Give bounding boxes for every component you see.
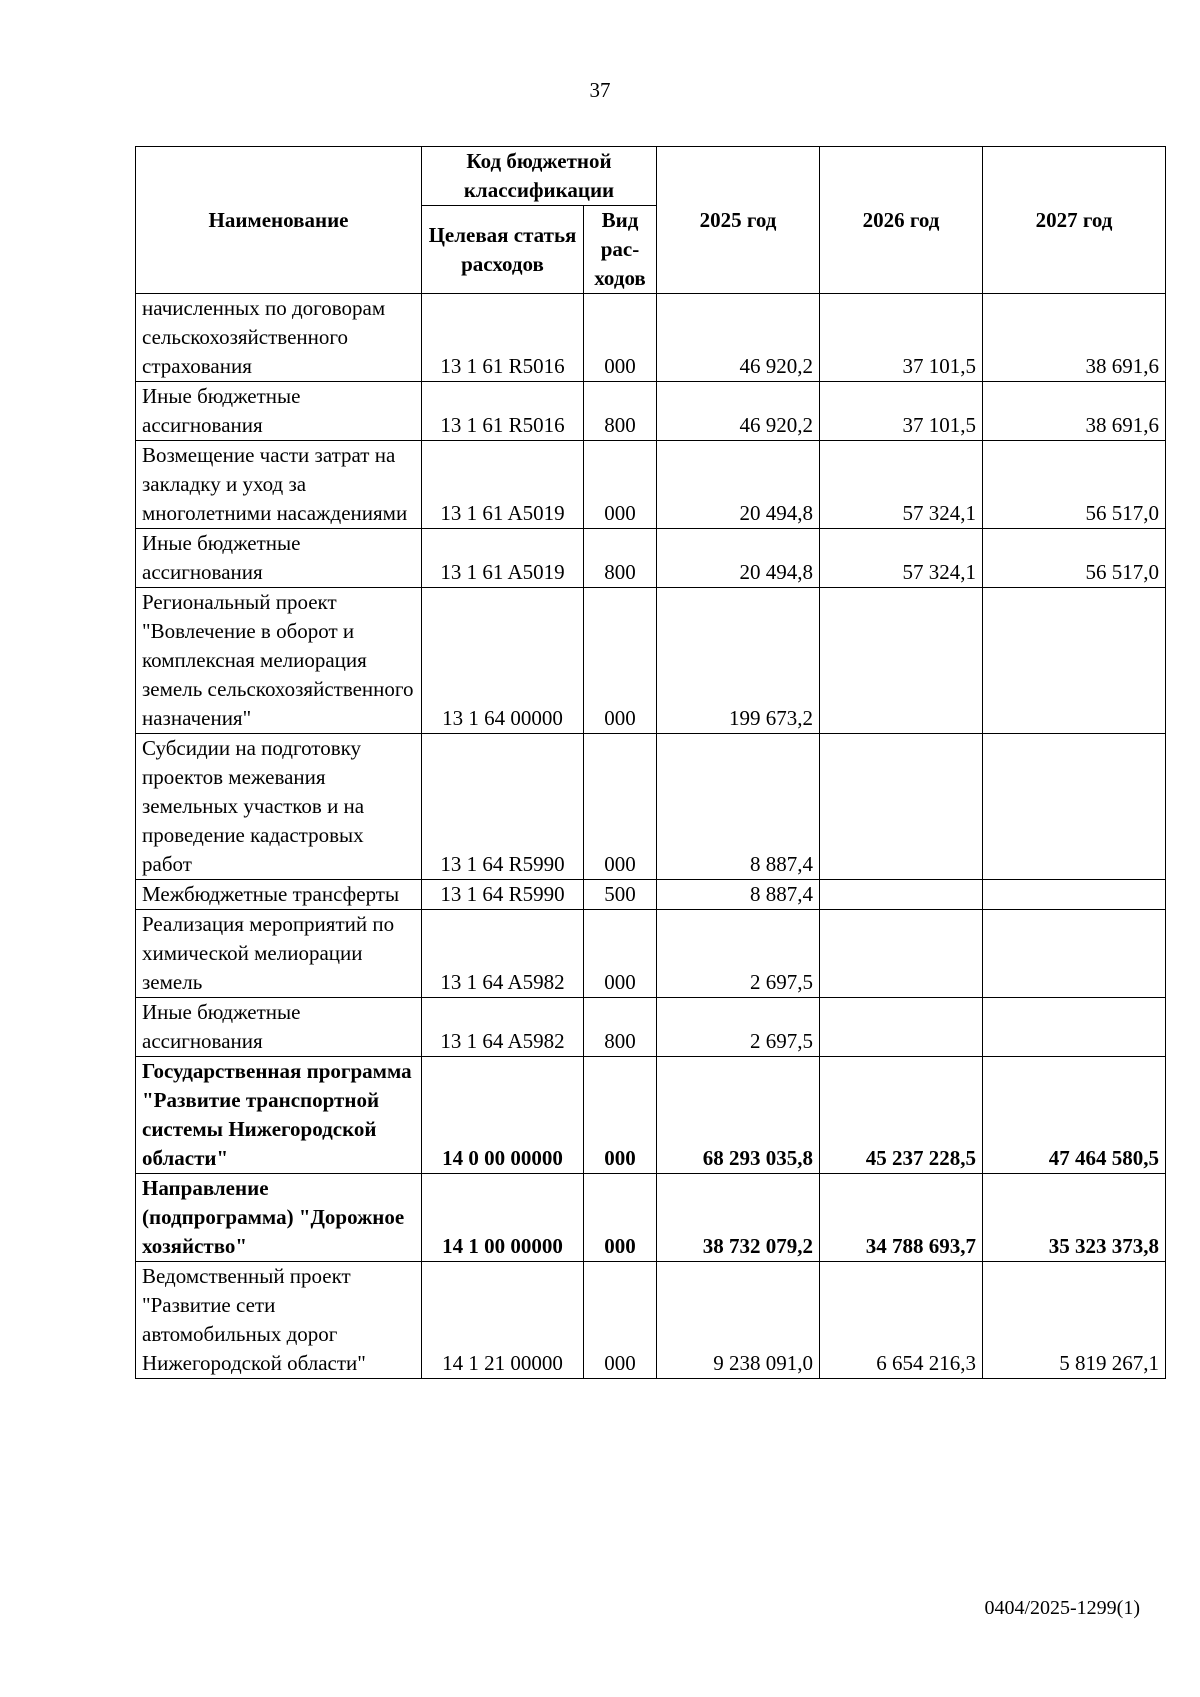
- table-row: [136, 1057, 1166, 1174]
- row-2026: 34 788 693,7: [820, 1174, 983, 1262]
- row-name: Региональный проект "Вовлечение в оборот и комплексная мелиорация земель сельскохозяйственного назначения": [136, 588, 422, 734]
- table-row: [136, 880, 1166, 910]
- row-name: Иные бюджетные ассигнования: [136, 382, 422, 441]
- row-2026: 37 101,5: [820, 294, 983, 382]
- row-expense-type: 000: [584, 588, 657, 734]
- header-2026: 2026 год: [820, 147, 983, 294]
- row-target-article: 13 1 61 R5016: [422, 382, 584, 441]
- row-2025: 8 887,4: [657, 734, 820, 880]
- table-row: [136, 529, 1166, 588]
- row-2025: 2 697,5: [657, 998, 820, 1057]
- row-2027: 56 517,0: [983, 441, 1166, 529]
- row-2025: 20 494,8: [657, 441, 820, 529]
- row-2026: 57 324,1: [820, 529, 983, 588]
- row-target-article: 13 1 61 A5019: [422, 441, 584, 529]
- row-name: Ведомственный проект "Развитие сети автомобильных дорог Нижегородской области": [136, 1262, 422, 1379]
- row-target-article: 13 1 64 A5982: [422, 998, 584, 1057]
- row-2027: 5 819 267,1: [983, 1262, 1166, 1379]
- row-expense-type: 000: [584, 734, 657, 880]
- row-2027: 38 691,6: [983, 382, 1166, 441]
- header-expense-type: Вид рас-ходов: [584, 206, 657, 294]
- row-name: Реализация мероприятий по химической мелиорации земель: [136, 910, 422, 998]
- table-row: [136, 734, 1166, 880]
- budget-table: [135, 146, 1166, 1379]
- row-2026: 6 654 216,3: [820, 1262, 983, 1379]
- row-name: Субсидии на подготовку проектов межевания земельных участков и на проведение кадастровых работ: [136, 734, 422, 880]
- row-expense-type: 000: [584, 1174, 657, 1262]
- row-target-article: 14 1 00 00000: [422, 1174, 584, 1262]
- table-row: [136, 998, 1166, 1057]
- document-number: 0404/2025-1299(1): [984, 1597, 1140, 1619]
- header-2025: 2025 год: [657, 147, 820, 294]
- row-2027: 47 464 580,5: [983, 1057, 1166, 1174]
- row-expense-type: 000: [584, 441, 657, 529]
- row-expense-type: 000: [584, 1057, 657, 1174]
- row-name: Иные бюджетные ассигнования: [136, 529, 422, 588]
- row-2025: 9 238 091,0: [657, 1262, 820, 1379]
- header-2027: 2027 год: [983, 147, 1166, 294]
- row-target-article: 13 1 61 A5019: [422, 529, 584, 588]
- row-2027: [983, 998, 1166, 1057]
- table-row: [136, 441, 1166, 529]
- row-expense-type: 000: [584, 1262, 657, 1379]
- table-row: [136, 382, 1166, 441]
- page-number: 37: [589, 78, 611, 102]
- row-target-article: 13 1 64 A5982: [422, 910, 584, 998]
- row-2027: [983, 588, 1166, 734]
- row-2026: 45 237 228,5: [820, 1057, 983, 1174]
- row-expense-type: 500: [584, 880, 657, 910]
- row-name: Возмещение части затрат на закладку и уход за многолетними насаждениями: [136, 441, 422, 529]
- row-expense-type: 000: [584, 910, 657, 998]
- row-name: Иные бюджетные ассигнования: [136, 998, 422, 1057]
- row-target-article: 13 1 64 R5990: [422, 880, 584, 910]
- row-2026: 37 101,5: [820, 382, 983, 441]
- row-2026: [820, 734, 983, 880]
- row-2025: 38 732 079,2: [657, 1174, 820, 1262]
- row-2027: [983, 910, 1166, 998]
- row-target-article: 14 0 00 00000: [422, 1057, 584, 1174]
- row-name: Государственная программа "Развитие транспортной системы Нижегородской области": [136, 1057, 422, 1174]
- row-2026: [820, 880, 983, 910]
- row-2026: [820, 910, 983, 998]
- table-row: [136, 910, 1166, 998]
- row-name: Направление (подпрограмма) "Дорожное хозяйство": [136, 1174, 422, 1262]
- row-2025: 46 920,2: [657, 294, 820, 382]
- row-2026: 57 324,1: [820, 441, 983, 529]
- row-expense-type: 800: [584, 998, 657, 1057]
- row-2027: 38 691,6: [983, 294, 1166, 382]
- row-2026: [820, 588, 983, 734]
- row-expense-type: 800: [584, 382, 657, 441]
- row-2025: 2 697,5: [657, 910, 820, 998]
- row-2027: [983, 734, 1166, 880]
- row-target-article: 13 1 61 R5016: [422, 294, 584, 382]
- row-target-article: 13 1 64 00000: [422, 588, 584, 734]
- row-target-article: 14 1 21 00000: [422, 1262, 584, 1379]
- row-2025: 20 494,8: [657, 529, 820, 588]
- header-name: Наименование: [136, 147, 422, 294]
- table-row: [136, 1174, 1166, 1262]
- row-expense-type: 800: [584, 529, 657, 588]
- row-2027: 35 323 373,8: [983, 1174, 1166, 1262]
- table-row: [136, 294, 1166, 382]
- header-budget-code: Код бюджетной классификации: [422, 147, 657, 206]
- row-2025: 46 920,2: [657, 382, 820, 441]
- row-2027: [983, 880, 1166, 910]
- table-row: [136, 588, 1166, 734]
- table-row: [136, 1262, 1166, 1379]
- row-2027: 56 517,0: [983, 529, 1166, 588]
- row-name: начисленных по договорам сельскохозяйственного страхования: [136, 294, 422, 382]
- row-2025: 68 293 035,8: [657, 1057, 820, 1174]
- row-name: Межбюджетные трансферты: [136, 880, 422, 910]
- header-target-article: Целевая статья расходов: [422, 206, 584, 294]
- row-target-article: 13 1 64 R5990: [422, 734, 584, 880]
- row-2026: [820, 998, 983, 1057]
- row-2025: 199 673,2: [657, 588, 820, 734]
- row-expense-type: 000: [584, 294, 657, 382]
- row-2025: 8 887,4: [657, 880, 820, 910]
